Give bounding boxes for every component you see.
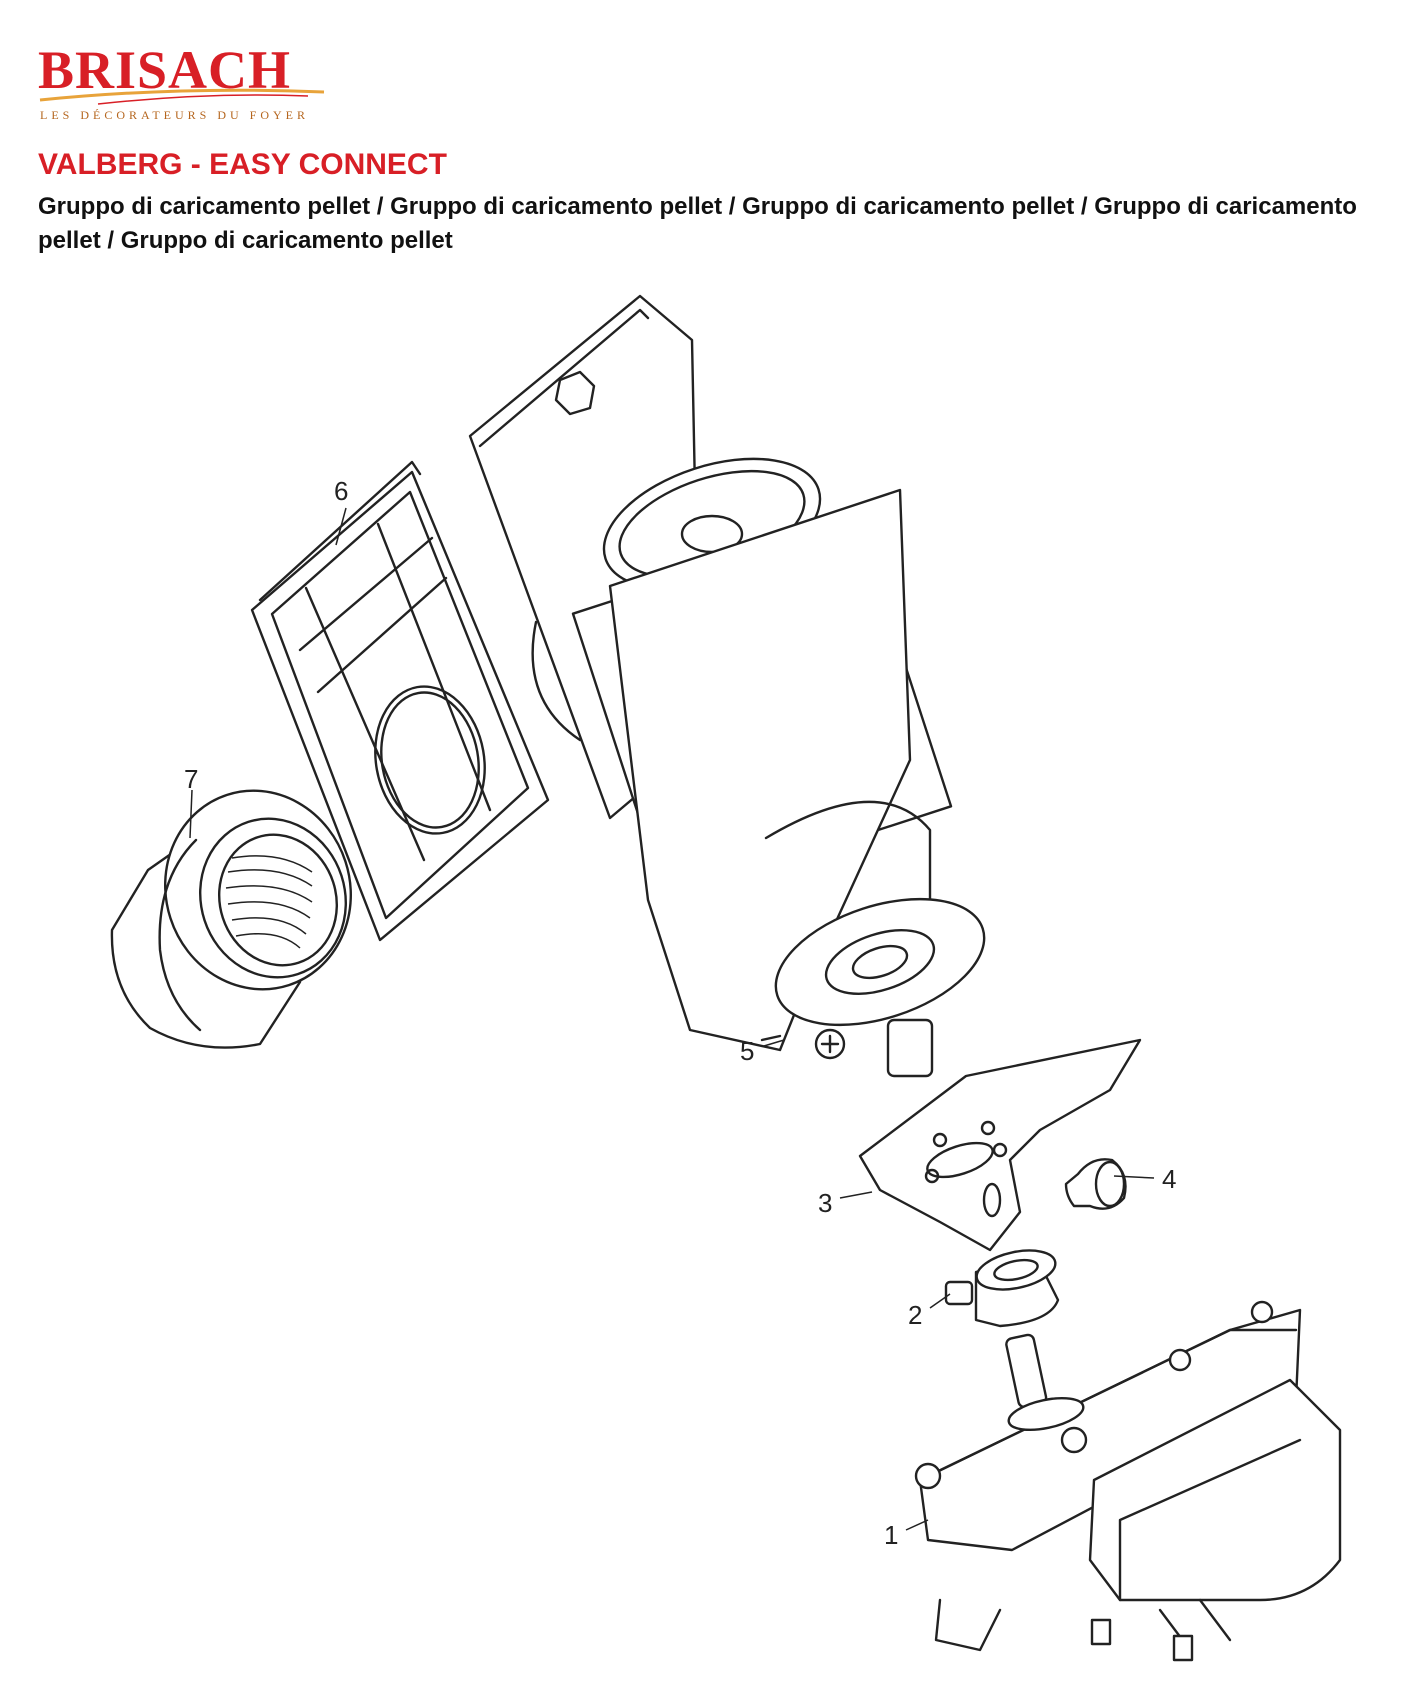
callout-label-5: 5 [740, 1036, 755, 1066]
exploded-parts-diagram [0, 280, 1410, 1699]
callout-label-2: 2 [908, 1300, 923, 1330]
callout-label-4: 4 [1162, 1164, 1177, 1194]
callout-label-1: 1 [884, 1520, 899, 1550]
part-5-feed-tube [470, 296, 1000, 1076]
part-1-gearmotor [916, 1302, 1340, 1660]
brand-name: BRISACH [38, 40, 292, 100]
callout-label-6: 6 [334, 476, 349, 506]
callout-label-7: 7 [184, 764, 199, 794]
document-subtitle: Gruppo di caricamento pellet / Gruppo di caricamento pellet / Gruppo di caricamento pellet / Gruppo di caricamento pellet / Gruppo di caricamento pellet [38, 193, 1357, 254]
part-4-plug [1066, 1159, 1126, 1208]
callout-label-3: 3 [818, 1188, 833, 1218]
brisach-logo [38, 38, 328, 128]
brand-tagline: LES DÉCORATEURS DU FOYER [40, 108, 310, 122]
part-2-bushing [946, 1244, 1059, 1326]
document-title: VALBERG - EASY CONNECT [38, 148, 447, 181]
